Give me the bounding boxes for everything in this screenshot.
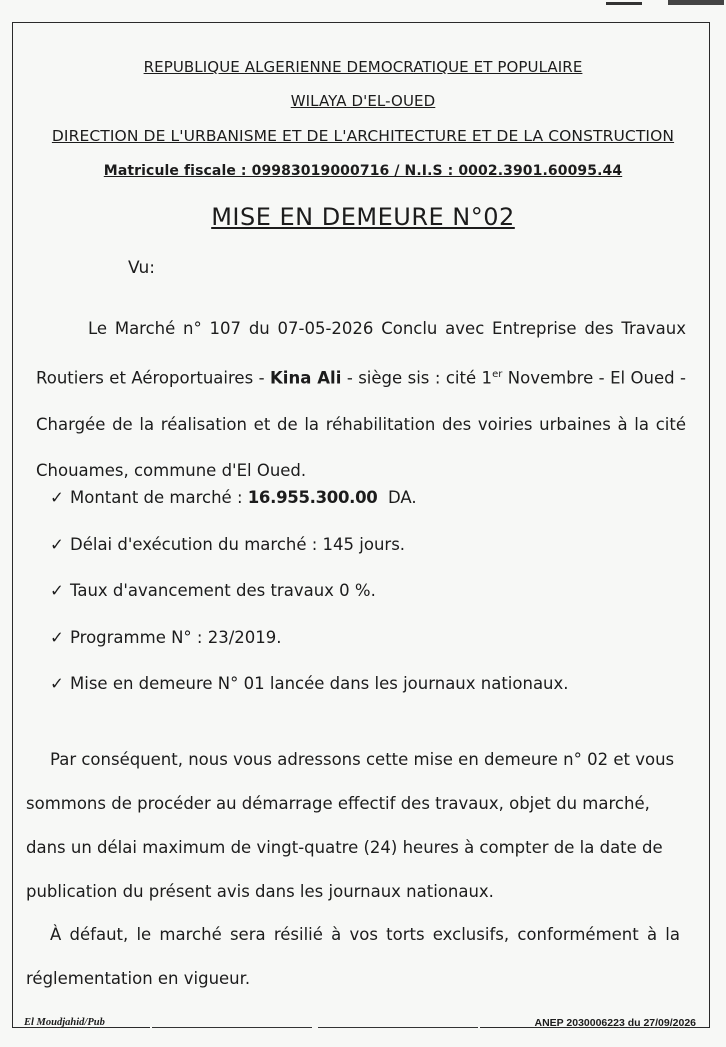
ordinal-sup: er: [492, 369, 503, 380]
company-name: Kina Ali: [270, 368, 342, 388]
summons-paragraph: Par conséquent, nous vous adressons cette mise en demeure n° 02 et vous sommons de procéder au démarrage effectif des travaux, objet du marché, dans un délai maximum de vingt-quatre (24) heures à compter de la date de publication du présent avis dans les journaux nationaux.: [26, 750, 675, 901]
amount-value: 16.955.300.00: [247, 488, 378, 507]
top-mark-bar: [606, 2, 642, 5]
amount-unit: DA.: [387, 488, 417, 507]
footer-publisher: El Moudjahid/Pub: [24, 1017, 105, 1028]
header-tax-id: Matricule fiscale : 09983019000716 / N.I.S : 0002.3901.60095.44: [103, 163, 623, 179]
contract-text-1: Le Marché n° 107 du 07-05-2026 Conclu avec Entreprise des Travaux Routiers et Aéroportuaires -: [36, 319, 686, 388]
list-item: [50, 568, 670, 615]
top-edge-mark: [606, 0, 726, 8]
amount-label: Montant de marché :: [70, 488, 248, 507]
footer-anep-reference: ANEP 2030006223 du 27/09/2026: [534, 1017, 696, 1029]
contract-paragraph: [36, 306, 686, 494]
progress-text: Taux d'avancement des travaux 0 %.: [70, 581, 376, 600]
list-item: [50, 615, 670, 662]
program-text: Programme N° : 23/2019.: [70, 627, 282, 647]
header-direction: DIRECTION DE L'URBANISME ET DE L'ARCHITECTURE ET DE LA CONSTRUCTION: [51, 127, 675, 145]
checkmark-icon: ✓: [50, 534, 64, 554]
header-wilaya: WILAYA D'EL-OUED: [290, 92, 436, 110]
contract-details-list: [50, 475, 670, 708]
checkmark-icon: ✓: [50, 488, 64, 507]
list-item: [50, 475, 670, 522]
list-item: [50, 661, 670, 708]
checkmark-icon: ✓: [50, 581, 64, 600]
frame-gap: [150, 1018, 480, 1032]
termination-paragraph: À défaut, le marché sera résilié à vos torts exclusifs, conformément à la réglementation en vigueur.: [26, 925, 680, 988]
vu-label: Vu:: [128, 258, 155, 278]
checkmark-icon: ✓: [50, 627, 64, 647]
top-mark-bar: [668, 0, 724, 5]
previous-notice-text: Mise en demeure N° 01 lancée dans les journaux nationaux.: [70, 674, 569, 693]
contract-text-3: Novembre - El Oued - Chargée de la réalisation et de la réhabilitation des voiries urbaines à la cité Chouames, commune d'El Oued.: [36, 368, 686, 480]
checkmark-icon: ✓: [50, 674, 64, 693]
deadline-text: Délai d'exécution du marché : 145 jours.: [70, 534, 406, 554]
notice-title: MISE EN DEMEURE N°02: [211, 203, 515, 231]
header-republic: REPUBLIQUE ALGERIENNE DEMOCRATIQUE ET POPULAIRE: [143, 58, 583, 76]
contract-text-2: - siège sis : cité 1: [341, 368, 493, 388]
footer-rule: [152, 1027, 312, 1028]
list-item: [50, 522, 670, 569]
footer-rule: [318, 1027, 478, 1028]
